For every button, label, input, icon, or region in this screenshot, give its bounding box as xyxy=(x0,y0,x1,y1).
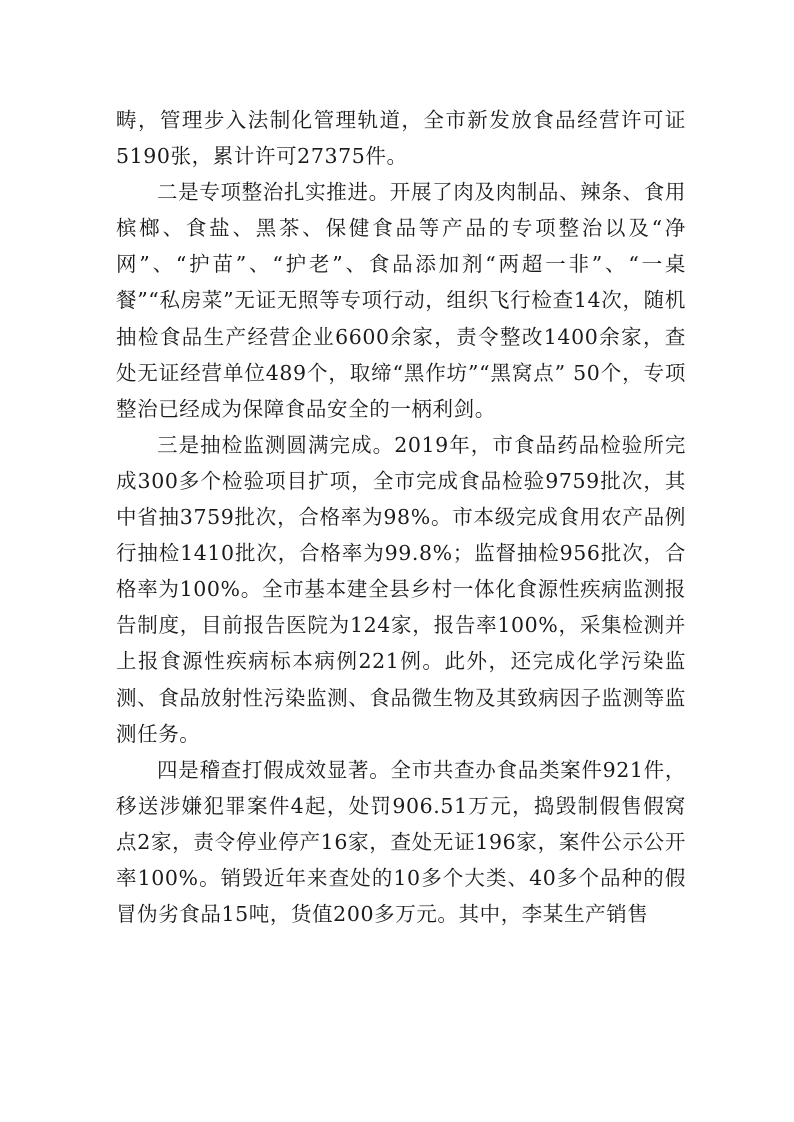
paragraph-special-rectification: 二是专项整治扎实推进。开展了肉及肉制品、辣条、食用槟榔、食盐、黑茶、保健食品等产品的专项整治以及“净网”、“护苗”、“护老”、食品添加剂“两超一非”、“一桌餐”“私房菜”无证无照等专项行动，组织飞行检查14次，随机抽检食品生产经营企业6600余家，责令整改1400余家，查处无证经营单位489个，取缔“黑作坊”“黑窝点” 50个，专项整治已经成为保障食品安全的一柄利剑。 xyxy=(116,180,686,421)
paragraph-continuation: 畴，管理步入法制化管理轨道，全市新发放食品经营许可证5190张，累计许可27375件。 xyxy=(116,108,686,169)
paragraph-anti-counterfeiting: 四是稽查打假成效显著。全市共查办食品类案件921件，移送涉嫌犯罪案件4起，处罚906.51万元，捣毁制假售假窝点2家，责令停业停产16家，查处无证196家，案件公示公开率100%。销毁近年来查处的10多个大类、40多个品种的假冒伪劣食品15吨，货值200多万元。其中，李某生产销售 xyxy=(116,757,686,927)
paragraph-inspection-monitoring: 三是抽检监测圆满完成。2019年，市食品药品检验所完成300多个检验项目扩项，全市完成食品检验9759批次，其中省抽3759批次，合格率为98%。市本级完成食用农产品例行抽检1410批次，合格率为99.8%；监督抽检956批次，合格率为100%。全市基本建全县乡村一体化食源性疾病监测报告制度，目前报告医院为124家，报告率100%，采集检测并上报食源性疾病标本病例221例。此外，还完成化学污染监测、食品放射性污染监测、食品微生物及其致病因子监测等监测任务。 xyxy=(116,432,686,746)
document-body xyxy=(116,102,686,932)
